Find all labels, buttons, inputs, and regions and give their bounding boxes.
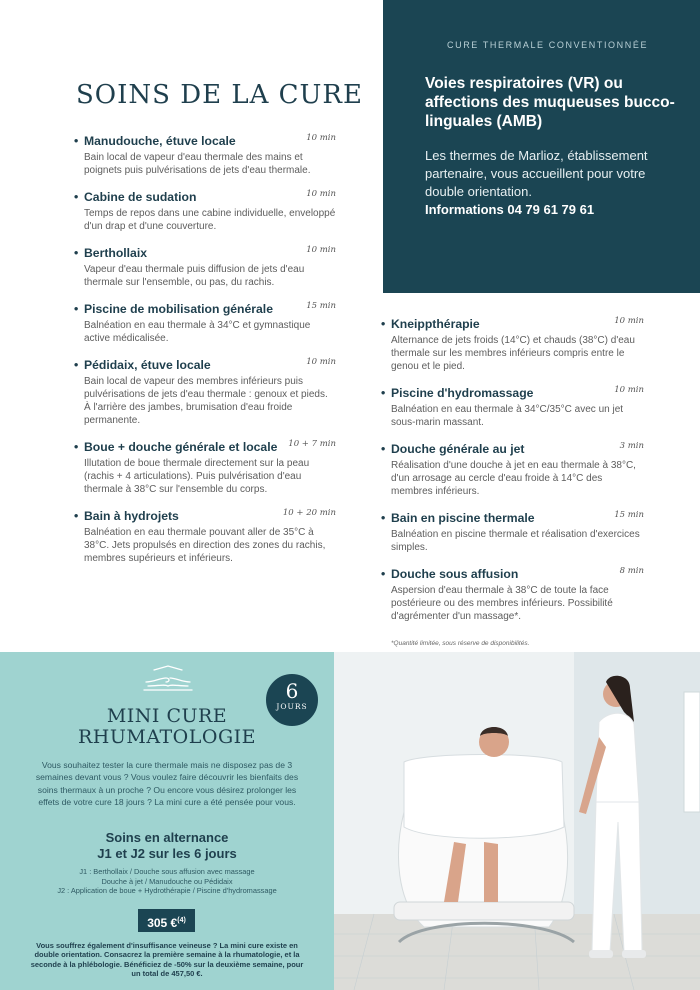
care-description: Illutation de boue thermale directement sur la peau (rachis + 4 articulations). Puis pulvérisation d'eau thermale à 38°C sur l'ensemble du corps. [84,458,310,495]
care-name: • Cabine de sudation [74,188,336,206]
care-duration: 3 min [619,441,644,451]
mini-cure-note [28,941,306,979]
care-item [74,132,336,177]
care-name: • Manudouche, étuve locale [74,132,336,150]
care-item [381,565,644,623]
care-item [74,356,336,427]
care-description: Vapeur d'eau thermale puis diffusion de jets d'eau thermale sur l'ensemble, ou pas, du rachis. [84,264,305,288]
note-part1: Vous souffrez également d'insuffisance veineuse ? La mini cure existe en [36,941,298,950]
care-duration: 10 min [306,189,336,199]
care-duration: 10 min [306,357,336,367]
badge-number: 6 [285,679,299,703]
care-name: • Bain en piscine thermale [381,509,644,527]
care-name: • Douche générale au jet [381,440,644,458]
care-name: • Pédidaix, étuve locale [74,356,336,374]
care-duration: 10 min [614,316,644,326]
care-duration: 8 min [619,566,644,576]
care-name: • Douche sous affusion [381,565,644,583]
care-item [74,244,336,289]
spa-photo-illustration [334,652,700,990]
mini-cure-intro: Vous souhaitez tester la cure thermale mais ne disposez pas de 3 semaines devant vous ? Vous voulez faire découvrir les bienfaits des soins thermaux à un proche ? Ou encore vous désirez prolonger les effets de votre cure 18 jours ? La mini cure a été pensée pour vous. [35,760,299,808]
care-description: Balnéation en eau thermale à 34°C et gymnastique active médicalisée. [84,320,311,344]
care-item [381,509,644,554]
info-box-text: Les thermes de Marlioz, établissement partenaire, vous accueillent pour votre double orientation. [425,148,648,199]
mini-cure-title-line2: RHUMATOLOGIE [77,726,257,748]
care-duration: 15 min [306,301,336,311]
schedule-j2: J2 : Application de boue + Hydrothérapie / Piscine d'hydromassage [57,886,277,895]
care-duration: 10 min [306,245,336,255]
footnote: *Quantité limitée, sous réserve de disponibilités. [391,640,530,647]
care-item [381,315,644,373]
mini-cure-subtitle-line1: Soins en alternance [105,830,229,845]
hands-logo-icon [140,664,196,694]
care-description: Réalisation d'une douche à jet en eau thermale à 38°C, d'un arrosage au cercle d'eau froide à 14°C des membres inférieurs. [391,460,636,497]
info-box-label: CURE THERMALE CONVENTIONNÉE [447,40,649,50]
info-box-phone[interactable]: Informations 04 79 61 79 61 [425,202,595,217]
care-name: • Bain à hydrojets [74,507,336,525]
care-item [381,440,644,498]
care-duration: 10 min [306,133,336,143]
page-title: SOINS DE LA CURE [76,80,363,110]
price-tag [138,909,195,932]
care-description: Bain local de vapeur d'eau thermale des mains et poignets puis pulvérisations de jets d'eau thermale. [84,152,311,176]
care-description: Aspersion d'eau thermale à 38°C de toute la face postérieure ou des membres inférieurs. Possibilité d'agrémenter d'un massage*. [391,585,613,622]
care-description: Balnéation en piscine thermale et réalisation d'exercices simples. [391,529,640,553]
care-item [74,438,336,496]
info-box [383,0,700,293]
schedule-j1-line2: Douche à jet / Manudouche ou Pédidaix [101,876,233,886]
spa-treatment-photo [334,652,700,990]
days-badge [264,672,320,728]
care-duration: 10 min [614,385,644,395]
mini-cure-subtitle [0,830,334,862]
care-duration: 10 + 20 min [282,508,336,518]
care-list-left [74,132,336,576]
price-value: 305 € [147,916,178,930]
mini-cure-schedule [20,867,314,896]
care-name: • Piscine de mobilisation générale [74,300,336,318]
price-note: (4) [177,917,186,924]
badge-unit: JOURS [276,702,308,711]
care-description: Temps de repos dans une cabine individuelle, enveloppé d'un drap et d'une couverture. [84,208,336,232]
mini-cure-subtitle-line2: J1 et J2 sur les 6 jours [97,846,237,861]
care-duration: 15 min [614,510,644,520]
note-bold: double orientation [34,950,100,960]
schedule-j1-line1: J1 : Berthollaix / Douche sous affusion avec massage [79,867,255,876]
info-box-heading: Voies respiratoires (VR) ou affections des muqueuses bucco-linguales (AMB) [425,75,675,130]
care-description: Balnéation en eau thermale à 34°C/35°C avec un jet sous-marin massant. [391,404,624,428]
care-name: • Kneippthérapie [381,315,644,333]
care-description: Alternance de jets froids (14°C) et chauds (38°C) d'eau thermale sur les membres inférieurs compris entre le genou et le pied. [391,335,635,372]
care-item [74,507,336,565]
care-name: • Boue + douche générale et locale [74,438,336,456]
care-duration: 10 + 7 min [288,439,336,449]
care-item [381,384,644,429]
note-part2: . Consacrez la première semaine à la rhumatologie, et la seconde à la phlébologie. Bénéficiez de -50% sur la deuxième semaine, pour un total de 457,50 €. [30,950,304,979]
care-list-right [381,315,644,634]
care-description: Bain local de vapeur des membres inférieurs puis pulvérisations de jets d'eau thermale : genoux et pieds. À l'arrière des jambes, brumisation d'eau froide permanente. [84,376,328,426]
care-name: • Berthollaix [74,244,336,262]
care-name: • Piscine d'hydromassage [381,384,644,402]
care-item [74,300,336,345]
mini-cure-title-line1: MINI CURE [106,705,228,727]
care-item [74,188,336,233]
care-description: Balnéation en eau thermale pouvant aller de 35°C à 38°C. Jets propulsés en direction des zones du rachis, membres supérieurs et inférieurs. [84,527,326,564]
